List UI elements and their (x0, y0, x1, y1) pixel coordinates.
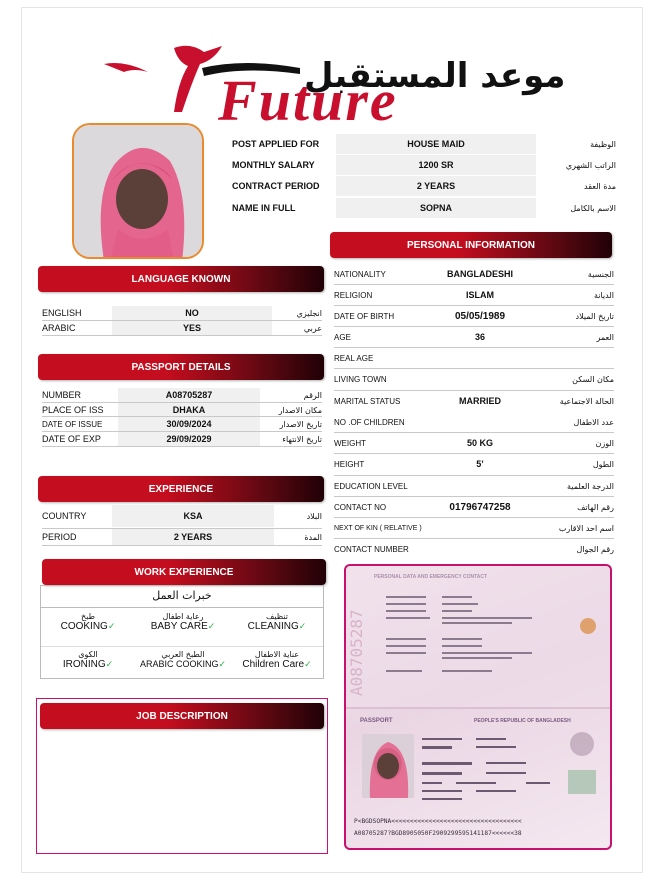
language-row (42, 306, 322, 320)
skill-arabic: رعاية اطفال (162, 612, 204, 621)
info-arabic: الوظيفة (590, 139, 616, 149)
skill-cooking (41, 612, 135, 632)
personal-value (424, 476, 536, 496)
language-arabic: عربي (303, 323, 322, 333)
check-icon: ✓ (107, 621, 116, 631)
skill-arabic: طبخ (81, 612, 95, 621)
check-icon: ✓ (298, 621, 307, 631)
info-label: POST APPLIED FOR (232, 139, 320, 149)
info-value: SOPNA (336, 198, 536, 218)
personal-label: LIVING TOWN (334, 374, 387, 384)
info-arabic: الراتب الشهري (565, 160, 616, 170)
personal-row (334, 476, 614, 496)
personal-label: CONTACT NUMBER (334, 544, 409, 554)
personal-arabic: رقم الهاتف (577, 502, 614, 512)
passport-arabic: مكان الاصدار (278, 405, 322, 415)
experience-row (42, 529, 322, 545)
personal-row (334, 539, 614, 559)
personal-value: MARRIED (424, 391, 536, 411)
skill-label: COOKING (60, 621, 108, 632)
passport-scan-header: PERSONAL DATA AND EMERGENCY CONTACT (374, 574, 488, 580)
personal-row (334, 285, 614, 305)
personal-label: NO .OF CHILDREN (334, 417, 405, 427)
skill-children-care (230, 650, 324, 670)
language-arabic: انجليزي (296, 308, 322, 318)
passport-row (42, 432, 322, 446)
personal-value: 05/05/1989 (424, 306, 536, 326)
language-label: ARABIC (42, 323, 76, 333)
passport-scan-image (344, 564, 612, 850)
personal-label: WEIGHT (334, 438, 366, 448)
personal-arabic: رقم الجوال (576, 544, 614, 554)
passport-label: DATE OF EXP (42, 434, 101, 444)
svg-text:A08705287: A08705287 (347, 609, 366, 696)
experience-label: COUNTRY (42, 511, 87, 521)
passport-value: A08705287 (118, 388, 260, 402)
experience-row (42, 505, 322, 527)
personal-value: 50 KG (424, 433, 536, 453)
personal-value: 5’ (424, 454, 536, 474)
personal-arabic: الدرجة العلمية (567, 481, 614, 491)
personal-label: RELIGION (334, 290, 373, 300)
info-label: NAME IN FULL (232, 203, 296, 213)
experience-label: PERIOD (42, 532, 77, 542)
language-value: NO (112, 306, 272, 320)
work-experience-header: WORK EXPERIENCE (42, 559, 326, 585)
experience-value: KSA (112, 505, 274, 527)
personal-label: NEXT OF KIN ( RELATIVE ) (334, 524, 422, 532)
passport-mrz-line-1: P<BGDSOPNA<<<<<<<<<<<<<<<<<<<<<<<<<<<<<<<<<<< (354, 818, 522, 825)
personal-row (334, 497, 614, 517)
check-icon: ✓ (105, 659, 114, 669)
personal-row (334, 518, 614, 538)
personal-row (334, 327, 614, 347)
experience-value: 2 YEARS (112, 529, 274, 545)
passport-label: PLACE OF ISS (42, 405, 104, 415)
info-arabic: الاسم بالكامل (570, 203, 616, 213)
personal-row (334, 369, 614, 389)
language-value: YES (112, 321, 272, 335)
info-value: 1200 SR (336, 155, 536, 175)
personal-row (334, 348, 614, 368)
skill-label: ARABIC COOKING (139, 659, 219, 669)
skill-ironing (41, 650, 135, 670)
personal-row (334, 306, 614, 326)
cv-sheet (22, 8, 642, 872)
passport-arabic: الرقم (303, 390, 322, 400)
personal-value: BANGLADESHI (424, 264, 536, 284)
skill-arabic-cooking (136, 650, 230, 670)
personal-arabic: الديانة (593, 290, 614, 300)
personal-arabic: الجنسية (587, 269, 614, 279)
skill-label: IRONING (62, 659, 106, 670)
job-description-header: JOB DESCRIPTION (40, 703, 324, 729)
personal-row (334, 391, 614, 411)
skill-arabic: عناية الاطفال (254, 650, 300, 659)
personal-row (334, 433, 614, 453)
passport-scan-graphic (346, 566, 612, 850)
check-icon: ✓ (218, 659, 227, 669)
experience-arabic: البلاد (306, 511, 322, 521)
personal-label: AGE (334, 332, 351, 342)
personal-label: REAL AGE (334, 353, 374, 363)
personal-label: HEIGHT (334, 459, 365, 469)
info-label: CONTRACT PERIOD (232, 181, 320, 191)
skill-baby-care (136, 612, 230, 632)
personal-arabic: اسم احد الاقارب (558, 523, 614, 533)
personal-arabic: العمر (596, 332, 614, 342)
work-experience-box (40, 585, 324, 679)
passport-label: DATE OF ISSUE (42, 419, 103, 429)
info-arabic: مدة العقد (584, 181, 616, 191)
passport-value: 30/09/2024 (118, 417, 260, 431)
candidate-photo (72, 123, 204, 259)
personal-value (424, 348, 536, 368)
personal-value (424, 369, 536, 389)
personal-label: MARITAL STATUS (334, 396, 401, 406)
logo-arabic-text: موعد المستقبل (304, 56, 566, 96)
personal-arabic: مكان السكن (572, 374, 614, 384)
personal-arabic: الوزن (595, 438, 614, 448)
passport-label: NUMBER (42, 390, 82, 400)
personal-label: NATIONALITY (334, 269, 386, 279)
personal-arabic: تاريخ الميلاد (575, 311, 614, 321)
info-row (232, 198, 616, 218)
passport-row (42, 417, 322, 431)
passport-row (42, 403, 322, 417)
passport-arabic: تاريخ الانتهاء (282, 434, 322, 444)
check-icon: ✓ (304, 659, 312, 669)
language-label: ENGLISH (42, 308, 82, 318)
skill-arabic: الطبخ العربي (161, 650, 205, 659)
passport-scan-type: PASSPORT (360, 718, 393, 724)
info-row (232, 176, 616, 196)
experience-header: EXPERIENCE (38, 476, 324, 502)
personal-value (424, 412, 536, 432)
language-row (42, 321, 322, 335)
personal-arabic: عدد الاطفال (573, 417, 614, 427)
language-known-header: LANGUAGE KNOWN (38, 266, 324, 292)
passport-scan-title: PEOPLE'S REPUBLIC OF BANGLADESH (474, 718, 571, 724)
skill-label: Children Care (242, 659, 305, 670)
info-label: MONTHLY SALARY (232, 160, 315, 170)
skill-arabic: تنظيف (266, 612, 288, 621)
info-row (232, 155, 616, 175)
skill-cleaning (230, 612, 324, 632)
personal-row (334, 454, 614, 474)
personal-value: 36 (424, 327, 536, 347)
personal-value: 01796747258 (424, 497, 536, 517)
info-value: HOUSE MAID (336, 134, 536, 154)
work-experience-title-arabic: خبرات العمل (41, 586, 323, 608)
personal-row (334, 412, 614, 432)
passport-value: DHAKA (118, 403, 260, 417)
personal-value: ISLAM (424, 285, 536, 305)
info-row (232, 134, 616, 154)
personal-information-header: PERSONAL INFORMATION (330, 232, 612, 258)
personal-arabic: الطول (592, 459, 614, 469)
personal-label: EDUCATION LEVEL (334, 481, 408, 491)
experience-arabic: المدة (304, 532, 322, 542)
check-icon: ✓ (207, 621, 216, 631)
personal-label: DATE OF BIRTH (334, 311, 395, 321)
personal-label: CONTACT NO (334, 502, 387, 512)
passport-arabic: تاريخ الاصدار (279, 419, 322, 429)
skill-label: CLEANING (247, 621, 299, 632)
personal-arabic: الحالة الاجتماعية (559, 396, 614, 406)
passport-mrz-line-2: A08705287?BGD8905050F2909299595141187<<<<<<38 (354, 830, 522, 837)
passport-value: 29/09/2029 (118, 432, 260, 446)
personal-value (424, 518, 536, 538)
personal-value (424, 539, 536, 559)
passport-row (42, 388, 322, 402)
skill-label: BABY CARE (150, 621, 208, 632)
logo-future-text: Future (218, 68, 398, 133)
skill-arabic: الكوى (78, 650, 98, 659)
personal-row (334, 264, 614, 284)
passport-details-header: PASSPORT DETAILS (38, 354, 324, 380)
info-value: 2 YEARS (336, 176, 536, 196)
